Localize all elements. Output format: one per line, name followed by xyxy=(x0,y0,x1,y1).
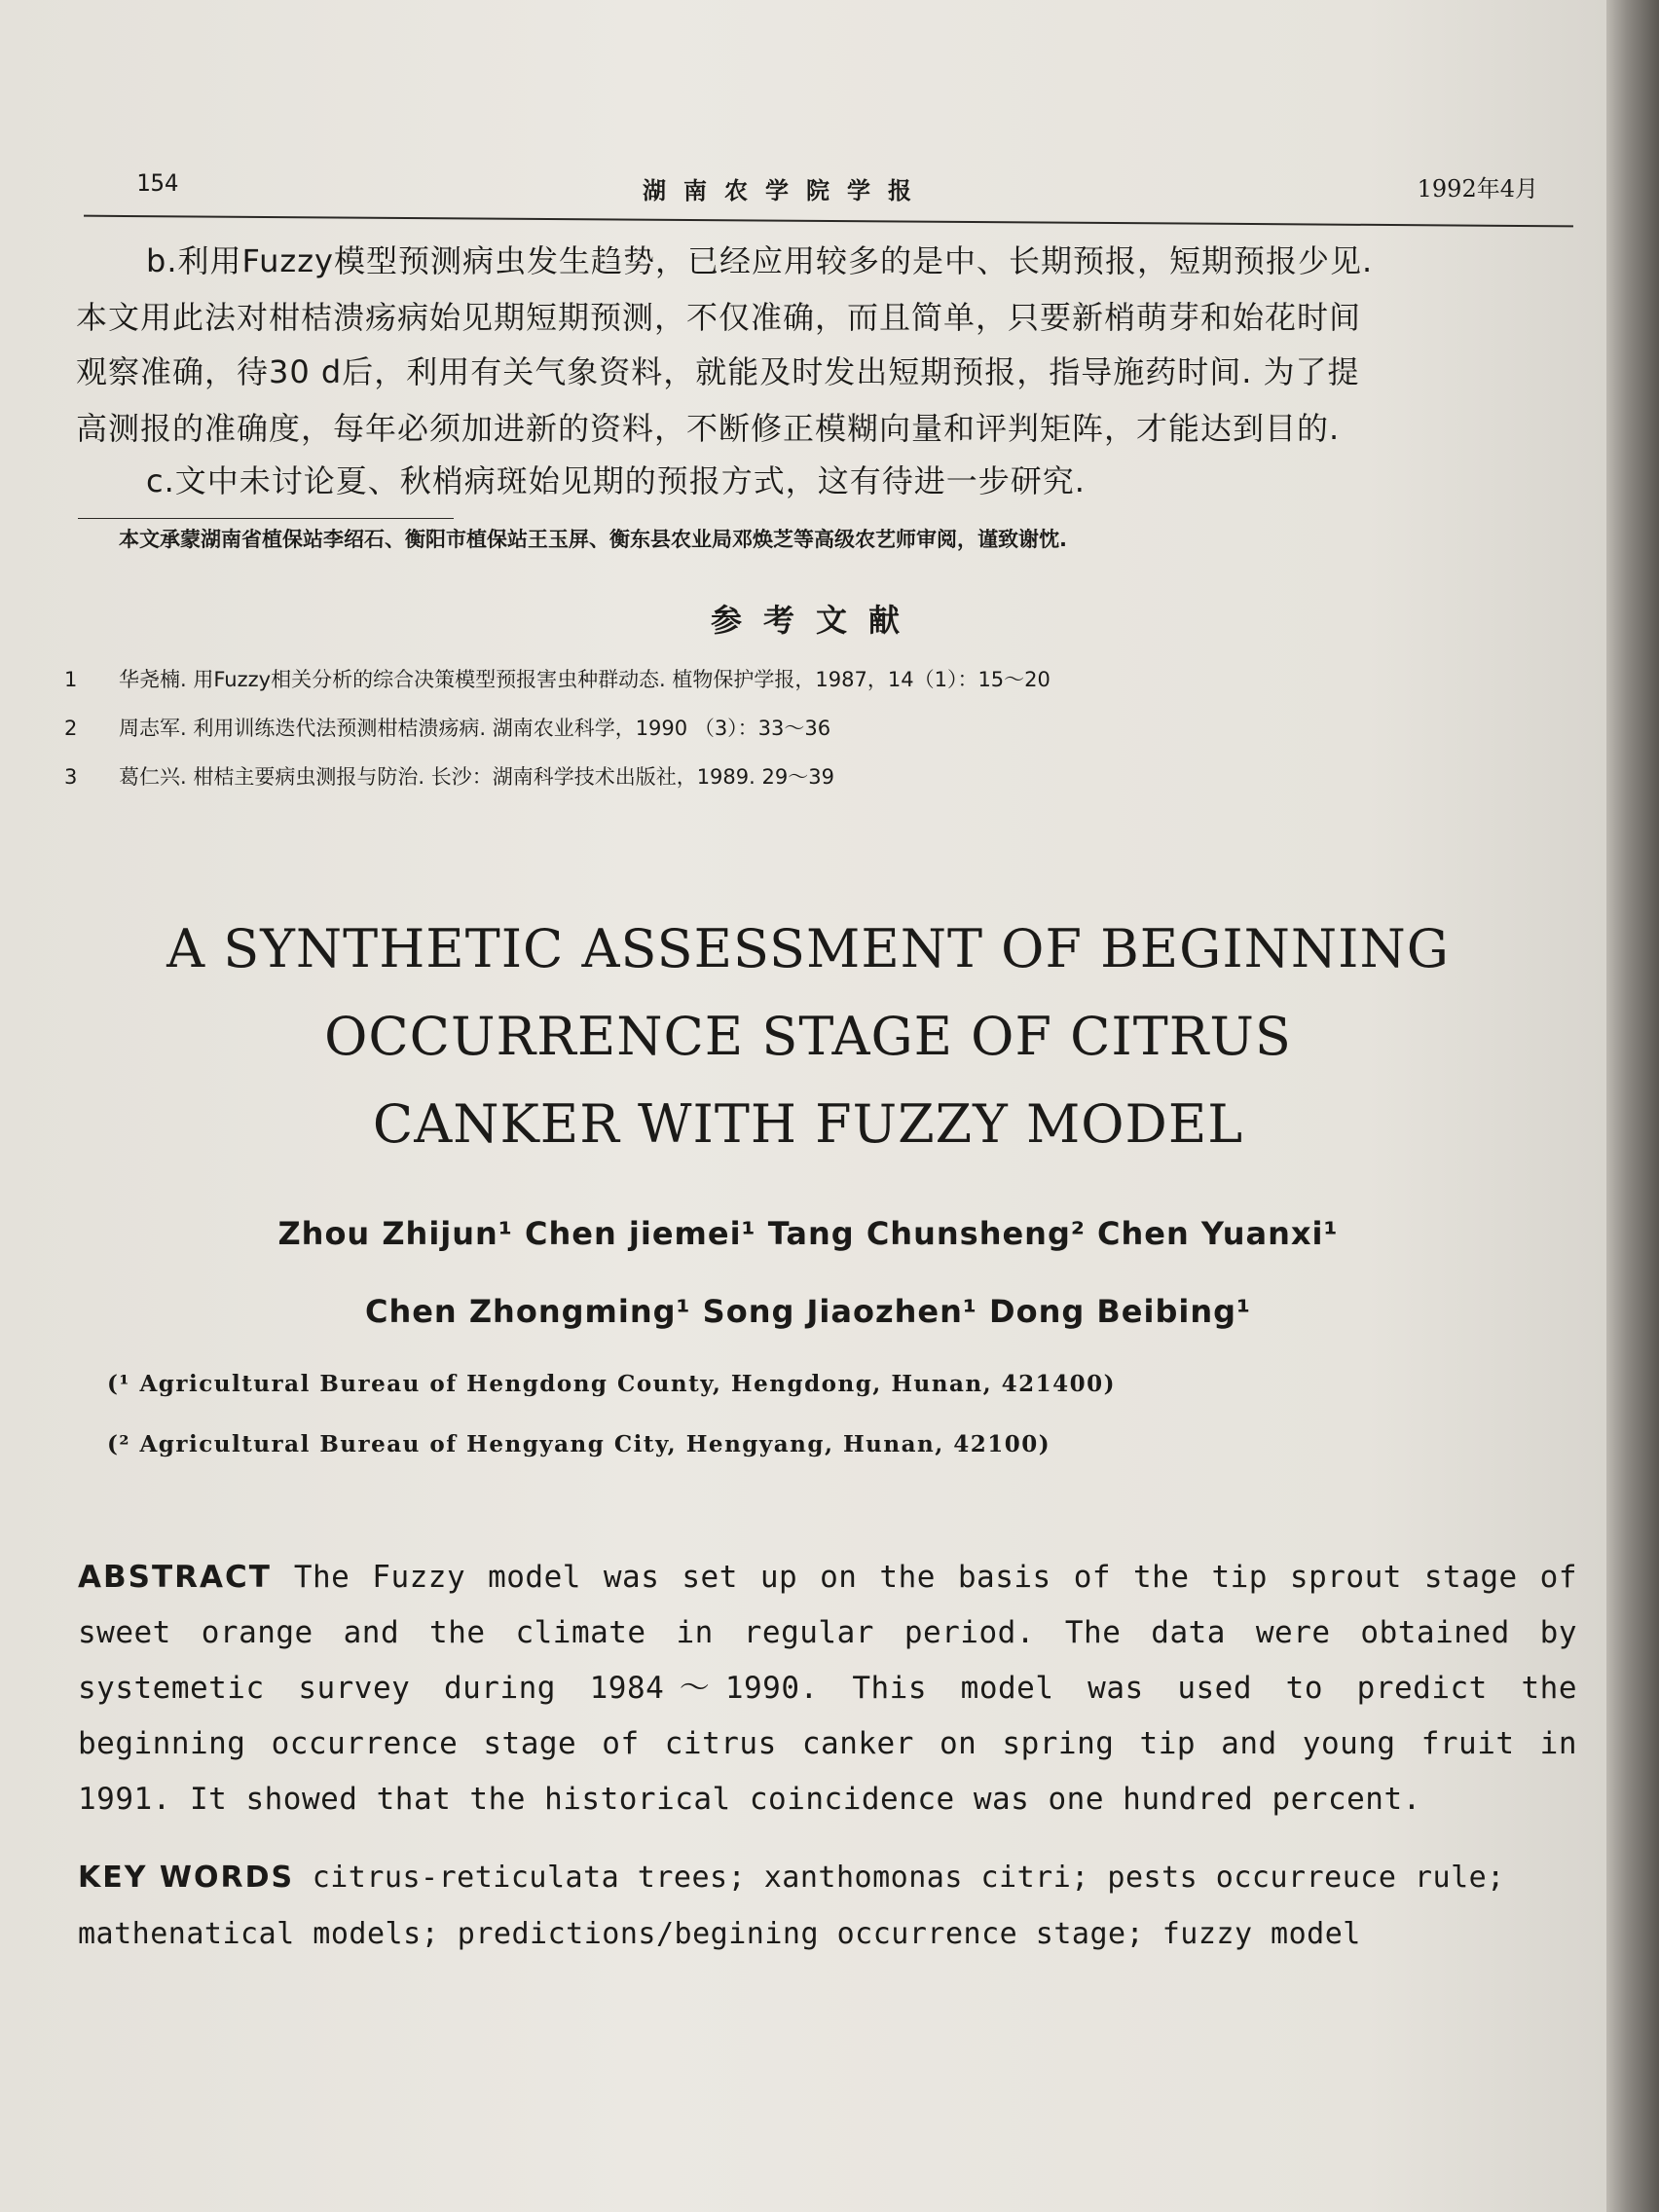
issue-date: 1992年4月 xyxy=(1417,175,1538,203)
abstract-label: ABSTRACT xyxy=(78,1560,272,1595)
book-spine-shadow xyxy=(1606,0,1659,2212)
title-line-1: A SYNTHETIC ASSESSMENT OF BEGINNING xyxy=(166,918,1450,979)
abstract-text: The Fuzzy model was set up on the basis of the tip sprout stage of sweet orange and the climate in regular period. The data were obtained by systemetic survey during 1984～1990. This model was used to predict the beginning occurrence stage of citrus canker on spring tip and young fruit in 1991. It showed that the historical coincidence was one hundred percent. xyxy=(78,1560,1578,1817)
authors-line-2: Chen Zhongming¹ Song Jiaozhen¹ Dong Beibing¹ xyxy=(364,1293,1252,1330)
reference-item: 2 周志军. 利用训练迭代法预测柑桔溃疡病. 湖南农业科学，1990 （3）：33～36 xyxy=(64,717,831,740)
abstract xyxy=(78,1550,1577,1827)
acknowledgement: 本文承蒙湖南省植保站李绍石、衡阳市植保站王玉屏、衡东县农业局邓焕芝等高级农艺师审阅，谨致谢忱. xyxy=(119,528,1067,551)
bleed-through-area xyxy=(759,750,1246,828)
keywords-text: citrus-reticulata trees; xanthomonas citri; pests occurreuce rule; mathenatical models; predictions/begining occurrence stage; fuzzy model xyxy=(78,1861,1505,1951)
reference-item: 1 华尧楠. 用Fuzzy相关分析的综合决策模型预报害虫种群动态. 植物保护学报，1987，14（1）：15～20 xyxy=(64,668,1051,691)
discussion-line-4: 高测报的准确度，每年必须加进新的资料，不断修正模糊向量和评判矩阵，才能达到目的. xyxy=(76,410,1341,447)
references-heading: 参考文献 xyxy=(711,602,922,639)
keywords xyxy=(78,1850,1577,1963)
english-title xyxy=(136,905,1480,1168)
keywords-label: KEY WORDS xyxy=(78,1861,295,1895)
authors-line-1: Zhou Zhijun¹ Chen jiemei¹ Tang Chunsheng² Chen Yuanxi¹ xyxy=(277,1215,1339,1252)
discussion-line-3: 观察准确，待30 d后，利用有关气象资料，就能及时发出短期预报，指导施药时间. 为了提 xyxy=(76,353,1360,390)
discussion-line-1: b.利用Fuzzy模型预测病虫发生趋势，已经应用较多的是中、长期预报，短期预报少见. xyxy=(146,242,1374,279)
discussion-line-2: 本文用此法对柑桔溃疡病始见期短期预测，不仅准确，而且简单，只要新梢萌芽和始花时间 xyxy=(76,299,1362,336)
discussion-line-5: c.文中未讨论夏、秋梢病斑始见期的预报方式，这有待进一步研究. xyxy=(146,462,1086,499)
footnote-rule xyxy=(78,518,454,519)
affiliation-2: (² Agricultural Bureau of Hengyang City, Hengyang, Hunan, 42100) xyxy=(107,1431,1051,1457)
title-line-3: CANKER WITH FUZZY MODEL xyxy=(372,1093,1244,1155)
affiliation-1: (¹ Agricultural Bureau of Hengdong County, Hengdong, Hunan, 421400) xyxy=(107,1371,1117,1397)
title-line-2: OCCURRENCE STAGE OF CITRUS xyxy=(324,1006,1292,1067)
reference-item: 3 葛仁兴. 柑桔主要病虫测报与防治. 长沙：湖南科学技术出版社，1989. 29～39 xyxy=(64,765,834,789)
journal-title: 湖南农学院学报 xyxy=(643,176,929,204)
header-rule xyxy=(84,215,1573,228)
running-header xyxy=(136,166,1538,204)
page-number: 154 xyxy=(136,169,179,197)
